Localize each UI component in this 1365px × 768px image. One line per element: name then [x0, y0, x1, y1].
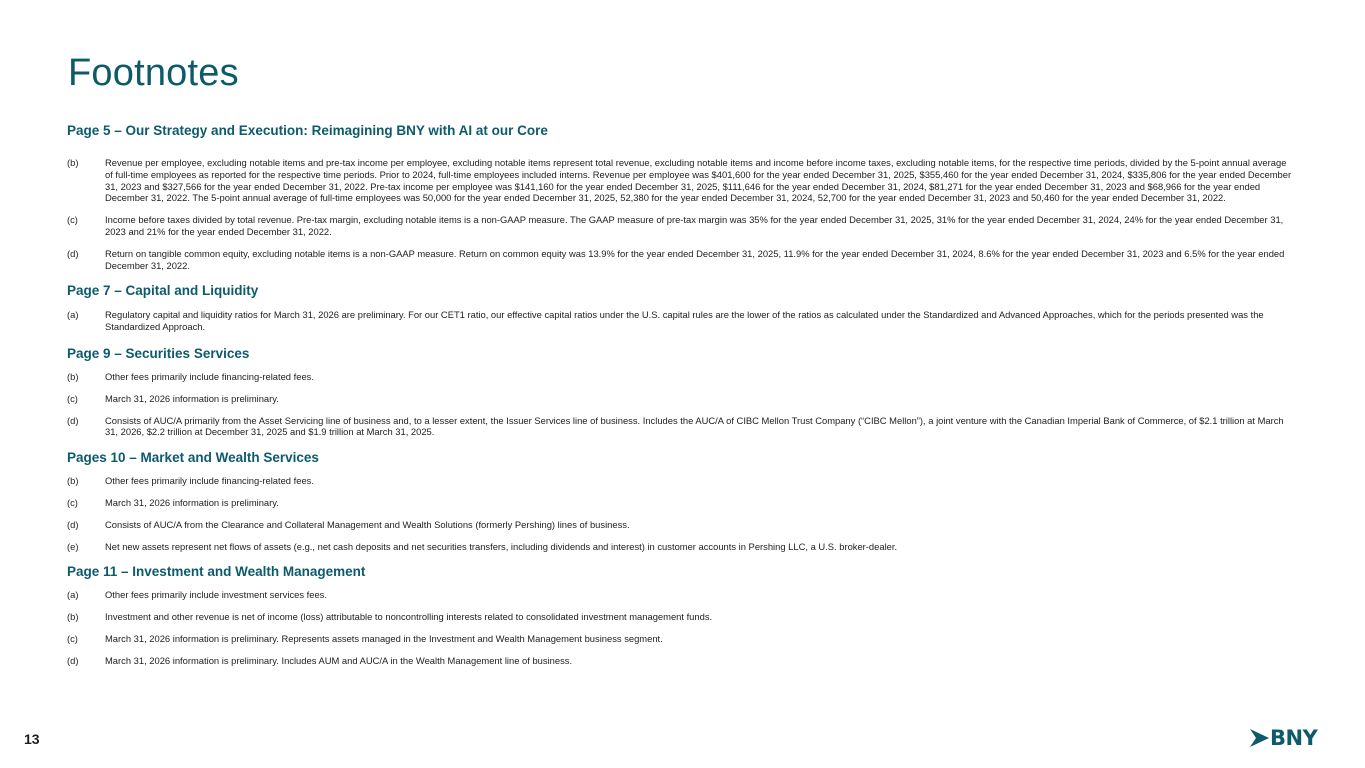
footnote-text: Other fees primarily include financing-related fees. — [105, 475, 314, 487]
footnote-text: March 31, 2026 information is preliminary. — [105, 496, 279, 508]
footnote-item — [67, 541, 1292, 553]
footnote-text: March 31, 2026 information is preliminary. — [105, 392, 279, 404]
footnote-text: March 31, 2026 information is preliminary. Includes AUM and AUC/A in the Wealth Management line of business. — [105, 654, 573, 666]
footnote-item — [67, 589, 1292, 601]
footnote-item — [67, 519, 1292, 531]
page-number: 13 — [24, 731, 40, 747]
footnote-label: (b) — [67, 475, 79, 487]
footnote-label: (c) — [67, 214, 78, 226]
footnote-label: (e) — [67, 540, 79, 552]
section-heading-page-9: Page 9 – Securities Services — [67, 345, 250, 361]
footnote-item — [67, 248, 1292, 272]
section-heading-pages-10: Pages 10 – Market and Wealth Services — [67, 450, 319, 466]
footnote-label: (b) — [67, 611, 79, 623]
notes-list-page-5 — [67, 157, 1292, 271]
section-heading-page-11: Page 11 – Investment and Wealth Management — [67, 564, 366, 580]
notes-list-page-11 — [67, 589, 1292, 666]
footnote-text: March 31, 2026 information is preliminary. Represents assets managed in the Investment and Wealth Management business segment. — [105, 632, 663, 644]
section-heading-page-5: Page 5 – Our Strategy and Execution: Reimagining BNY with AI at our Core — [67, 123, 548, 138]
footnote-text: Consists of AUC/A from the Clearance and Collateral Management and Wealth Solutions (formerly Pershing) lines of business. — [105, 518, 630, 530]
footnote-item — [67, 475, 1292, 487]
footnote-text: Return on tangible common equity, excluding notable items is a non-GAAP measure. Return on common equity was 13.9% for the year ended December 31, 2025, 11.9% for the year ended December 31, 2024, 8.6% for the year ended December 31, 2023 and 6.5% for the year ended December 31, 2022. — [105, 247, 1285, 271]
footnote-item — [67, 214, 1292, 238]
footnote-label: (a) — [67, 309, 79, 321]
section-heading-page-7: Page 7 – Capital and Liquidity — [67, 283, 259, 299]
footnote-label: (c) — [67, 632, 78, 644]
logo-text: BNY — [1270, 726, 1318, 750]
footnote-text: Other fees primarily include financing-related fees. — [105, 370, 314, 382]
footnotes-content — [67, 122, 1292, 667]
footnote-item — [67, 157, 1292, 204]
footnote-text: Regulatory capital and liquidity ratios for March 31, 2026 are preliminary. For our CET1 ratio, our effective capital ratios under the U.S. capital rules are the lower of the ratios as calculated under the Standardized and Advanced Approaches, which for the periods presented was the Standardized Approach. — [105, 309, 1264, 333]
notes-list-page-9 — [67, 371, 1292, 438]
footnote-item — [67, 371, 1292, 383]
footnote-label: (d) — [67, 247, 79, 259]
footnote-label: (d) — [67, 414, 79, 426]
footnote-text: Income before taxes divided by total revenue. Pre-tax margin, excluding notable items is a non-GAAP measure. The GAAP measure of pre-tax margin was 35% for the year ended December 31, 2025, 31% for the year ended December 31, 2024, 24% for the year ended December 31, 2023 and 21% for the year ended December 31, 2022. — [105, 214, 1284, 237]
footnote-label: (b) — [67, 157, 79, 168]
notes-list-pages-10 — [67, 475, 1292, 552]
footnote-item — [67, 415, 1292, 439]
footnote-text: Revenue per employee, excluding notable items and pre-tax income per employee, excluding notable items represent total revenue, excluding notable items and income before income taxes, excluding notable items, for the respective time periods, divided by the 5-point annual average of full-time employees as reported for the respective time periods. Prior to 2024, full-time employees included interns. Revenue per employee was $401,600 for the year ended December 31, 2025, $355,460 for the year ended December 31, 2024, $335,806 for the year ended December 31, 2023 and $327,566 for the year ended December 31, 2022. Pre-tax income per employee was $141,160 for the year ended December 31, 2025, $111,646 for the year ended December 31, 2024, $81,271 for the year ended December 31, 2023 and $68,966 for the year ended December 31, 2022. The 5-point annual average of full-time employees was 50,000 for the year ended December 31, 2025, 52,380 for the year ended December 31, 2024, 52,700 for the year ended December 31, 2023 and 50,460 for the year ended December 31, 2022. — [105, 157, 1292, 204]
bny-logo — [1250, 727, 1317, 749]
footnote-label: (c) — [67, 496, 78, 508]
footnote-label: (a) — [67, 589, 79, 601]
footnote-text: Investment and other revenue is net of income (loss) attributable to noncontrolling interests related to consolidated investment management funds. — [105, 611, 713, 623]
notes-list-page-7 — [67, 309, 1292, 333]
footnote-label: (d) — [67, 518, 79, 530]
footnote-text: Net new assets represent net flows of assets (e.g., net cash deposits and net securities transfers, including dividends and interest) in customer accounts in Pershing LLC, a U.S. broker-dealer. — [105, 540, 898, 552]
footnote-item — [67, 633, 1292, 645]
arrow-icon — [1250, 729, 1269, 747]
footnote-text: Consists of AUC/A primarily from the Asset Servicing line of business and, to a lesser extent, the Issuer Services line of business. Includes the AUC/A of CIBC Mellon Trust Company (“CIBC Mellon”), a joint venture with the Canadian Imperial Bank of Commerce, of $2.1 trillion at March 31, 2026, $2.2 trillion at December 31, 2025 and $1.9 trillion at March 31, 2025. — [105, 414, 1284, 438]
footnote-item — [67, 393, 1292, 405]
footnote-item — [67, 655, 1292, 667]
footnote-text: Other fees primarily include investment services fees. — [105, 589, 327, 601]
footnote-label: (d) — [67, 654, 79, 666]
footnote-item — [67, 497, 1292, 509]
page-title: Footnotes — [68, 52, 239, 94]
footnote-item — [67, 611, 1292, 623]
footnote-label: (b) — [67, 370, 79, 382]
footnote-label: (c) — [67, 392, 78, 404]
footnote-item — [67, 309, 1292, 333]
